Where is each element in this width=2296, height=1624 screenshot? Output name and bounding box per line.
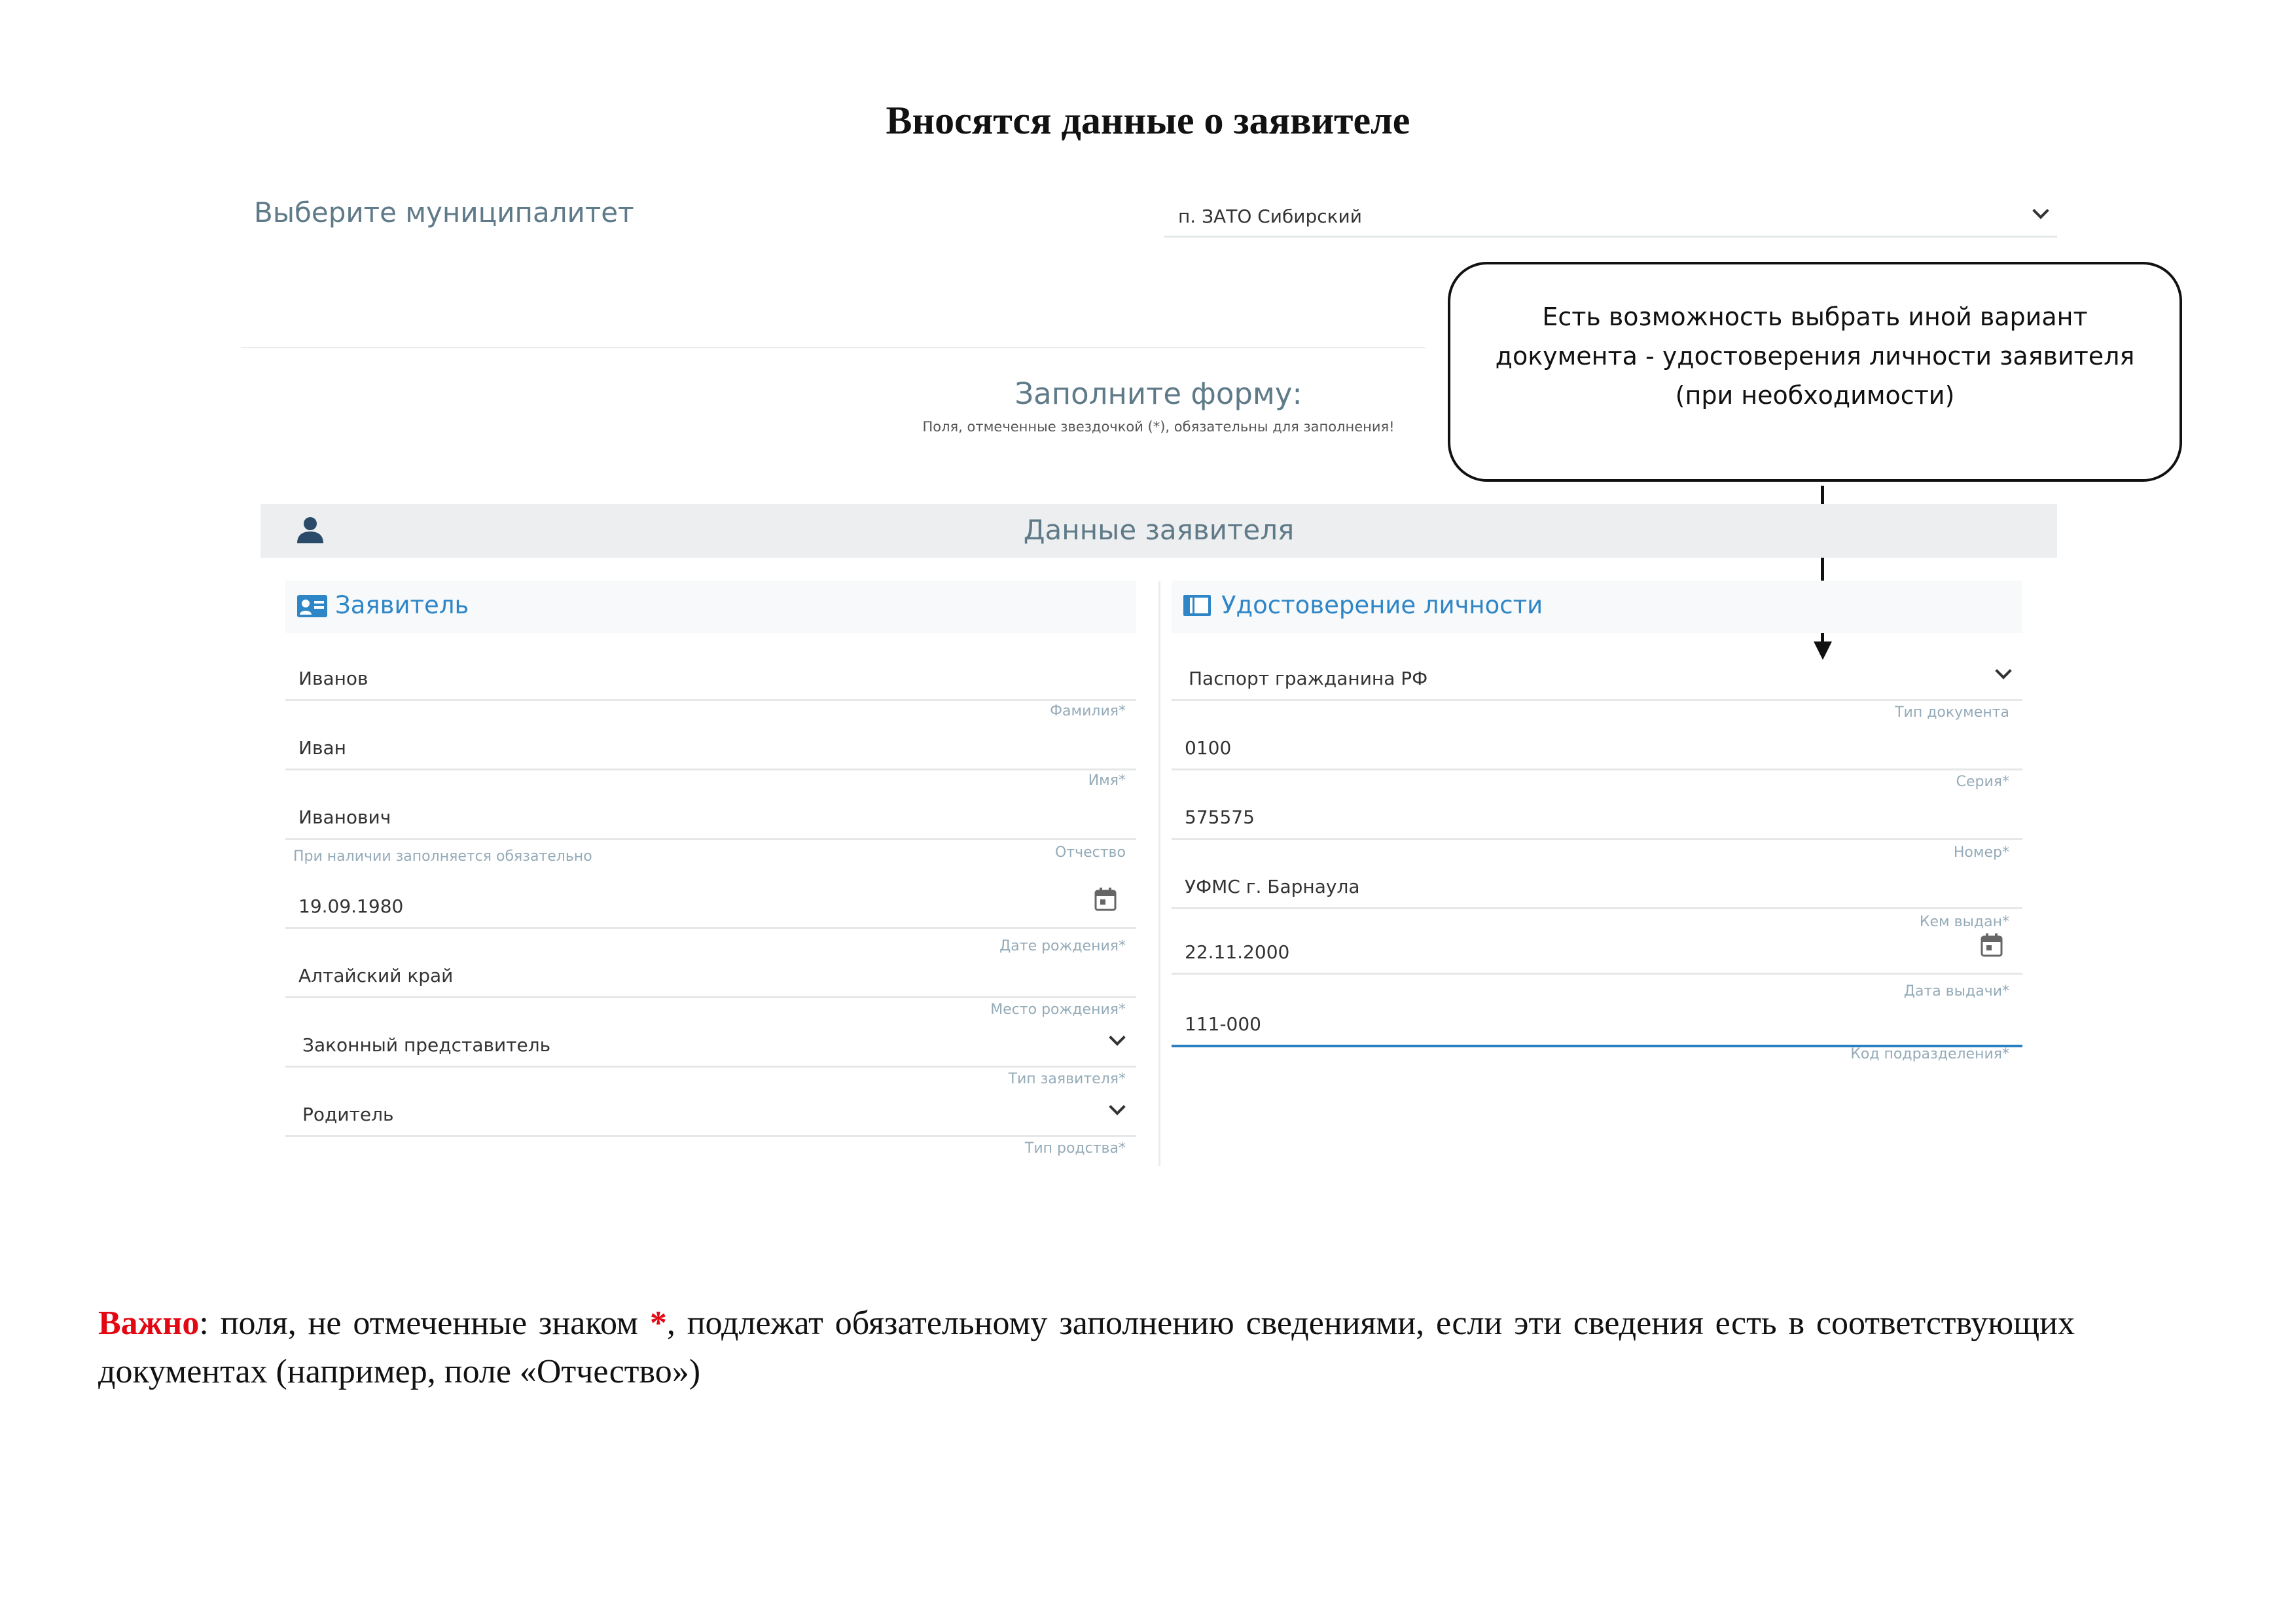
identity-heading: Удостоверение личности: [1221, 591, 1543, 619]
important-note: [98, 1299, 2075, 1396]
divider-line: [241, 347, 1426, 348]
section-title: Данные заявителя: [1023, 514, 1295, 546]
document-type-label: Тип документа: [1895, 704, 2009, 721]
series-field[interactable]: [1172, 724, 2022, 770]
chevron-down-icon: [1995, 662, 2011, 679]
document-type-select[interactable]: [1172, 655, 2022, 701]
callout-box: [1448, 262, 2182, 482]
callout-text: Есть возможность выбрать иной вариант документа - удостоверения личности заявителя (при необходимости): [1495, 302, 2135, 410]
series-value: 0100: [1185, 737, 1232, 759]
important-label: Важно: [98, 1305, 200, 1342]
applicant-type-value: Законный представитель: [302, 1034, 551, 1056]
chevron-down-icon: [1109, 1098, 1125, 1115]
municipality-select[interactable]: [1164, 198, 2057, 238]
issued-by-value: УФМС г. Барнаула: [1185, 876, 1360, 897]
relationship-value: Родитель: [302, 1104, 394, 1125]
relationship-select[interactable]: [285, 1091, 1136, 1137]
birthplace-label: Место рождения*: [990, 1001, 1126, 1018]
birth-date-value: 19.09.1980: [298, 895, 404, 917]
required-star: *: [649, 1305, 667, 1342]
relationship-label: Тип родства*: [1024, 1140, 1126, 1157]
birthplace-field[interactable]: [285, 952, 1136, 998]
series-label: Серия*: [1956, 774, 2009, 790]
birthplace-value: Алтайский край: [298, 965, 454, 986]
surname-value: Иванов: [298, 668, 368, 689]
number-value: 575575: [1185, 806, 1255, 828]
calendar-icon[interactable]: [1981, 933, 2003, 957]
issue-date-value: 22.11.2000: [1185, 941, 1290, 963]
applicant-type-select[interactable]: [285, 1021, 1136, 1068]
note-text-part2: , подлежат обязательному заполнению сведениями, если эти сведения есть в соответствующих документах (например, поле «Отчество»): [98, 1305, 2075, 1390]
municipality-selected-value: п. ЗАТО Сибирский: [1178, 206, 1362, 227]
applicant-heading: Заявитель: [335, 591, 469, 619]
birth-date-field[interactable]: [285, 882, 1136, 929]
first-name-value: Иван: [298, 737, 346, 759]
number-field[interactable]: [1172, 793, 2022, 840]
first-name-field[interactable]: [285, 724, 1136, 770]
id-card-icon: [297, 595, 327, 617]
chevron-down-icon: [2032, 202, 2049, 219]
issue-date-label: Дата выдачи*: [1903, 983, 2009, 1000]
column-divider: [1158, 581, 1160, 1166]
patronymic-value: Иванович: [298, 806, 391, 828]
form-title: Заполните форму:: [1014, 376, 1302, 411]
calendar-icon[interactable]: [1094, 888, 1117, 911]
patronymic-note: При наличии заполняется обязательно: [293, 848, 592, 865]
division-code-value: 111-000: [1185, 1013, 1261, 1035]
patronymic-field[interactable]: [285, 793, 1136, 840]
surname-field[interactable]: [285, 655, 1136, 701]
issued-by-label: Кем выдан*: [1919, 914, 2009, 930]
document-title: Вносятся данные о заявителе: [886, 99, 1410, 142]
book-icon: [1183, 595, 1211, 616]
chevron-down-icon: [1109, 1029, 1125, 1045]
municipality-label: Выберите муниципалитет: [254, 196, 634, 228]
note-text-part1: : поля, не отмеченные знаком: [199, 1305, 650, 1342]
surname-label: Фамилия*: [1050, 703, 1126, 719]
issue-date-field[interactable]: [1172, 928, 2022, 975]
division-code-field[interactable]: [1172, 1000, 2022, 1047]
division-code-label: Код подразделения*: [1850, 1046, 2009, 1062]
form-subtitle: Поля, отмеченные звездочкой (*), обязательны для заполнения!: [922, 419, 1395, 435]
patronymic-label: Отчество: [1054, 844, 1126, 861]
issued-by-field[interactable]: [1172, 863, 2022, 909]
document-type-value: Паспорт гражданина РФ: [1189, 668, 1428, 689]
applicant-type-label: Тип заявителя*: [1008, 1071, 1126, 1087]
birth-date-label: Дате рождения*: [999, 938, 1126, 954]
number-label: Номер*: [1953, 844, 2009, 861]
identity-subheader: [1172, 581, 2022, 633]
applicant-subheader: [285, 581, 1136, 633]
first-name-label: Имя*: [1088, 772, 1126, 789]
applicant-section-header: [260, 504, 2057, 558]
